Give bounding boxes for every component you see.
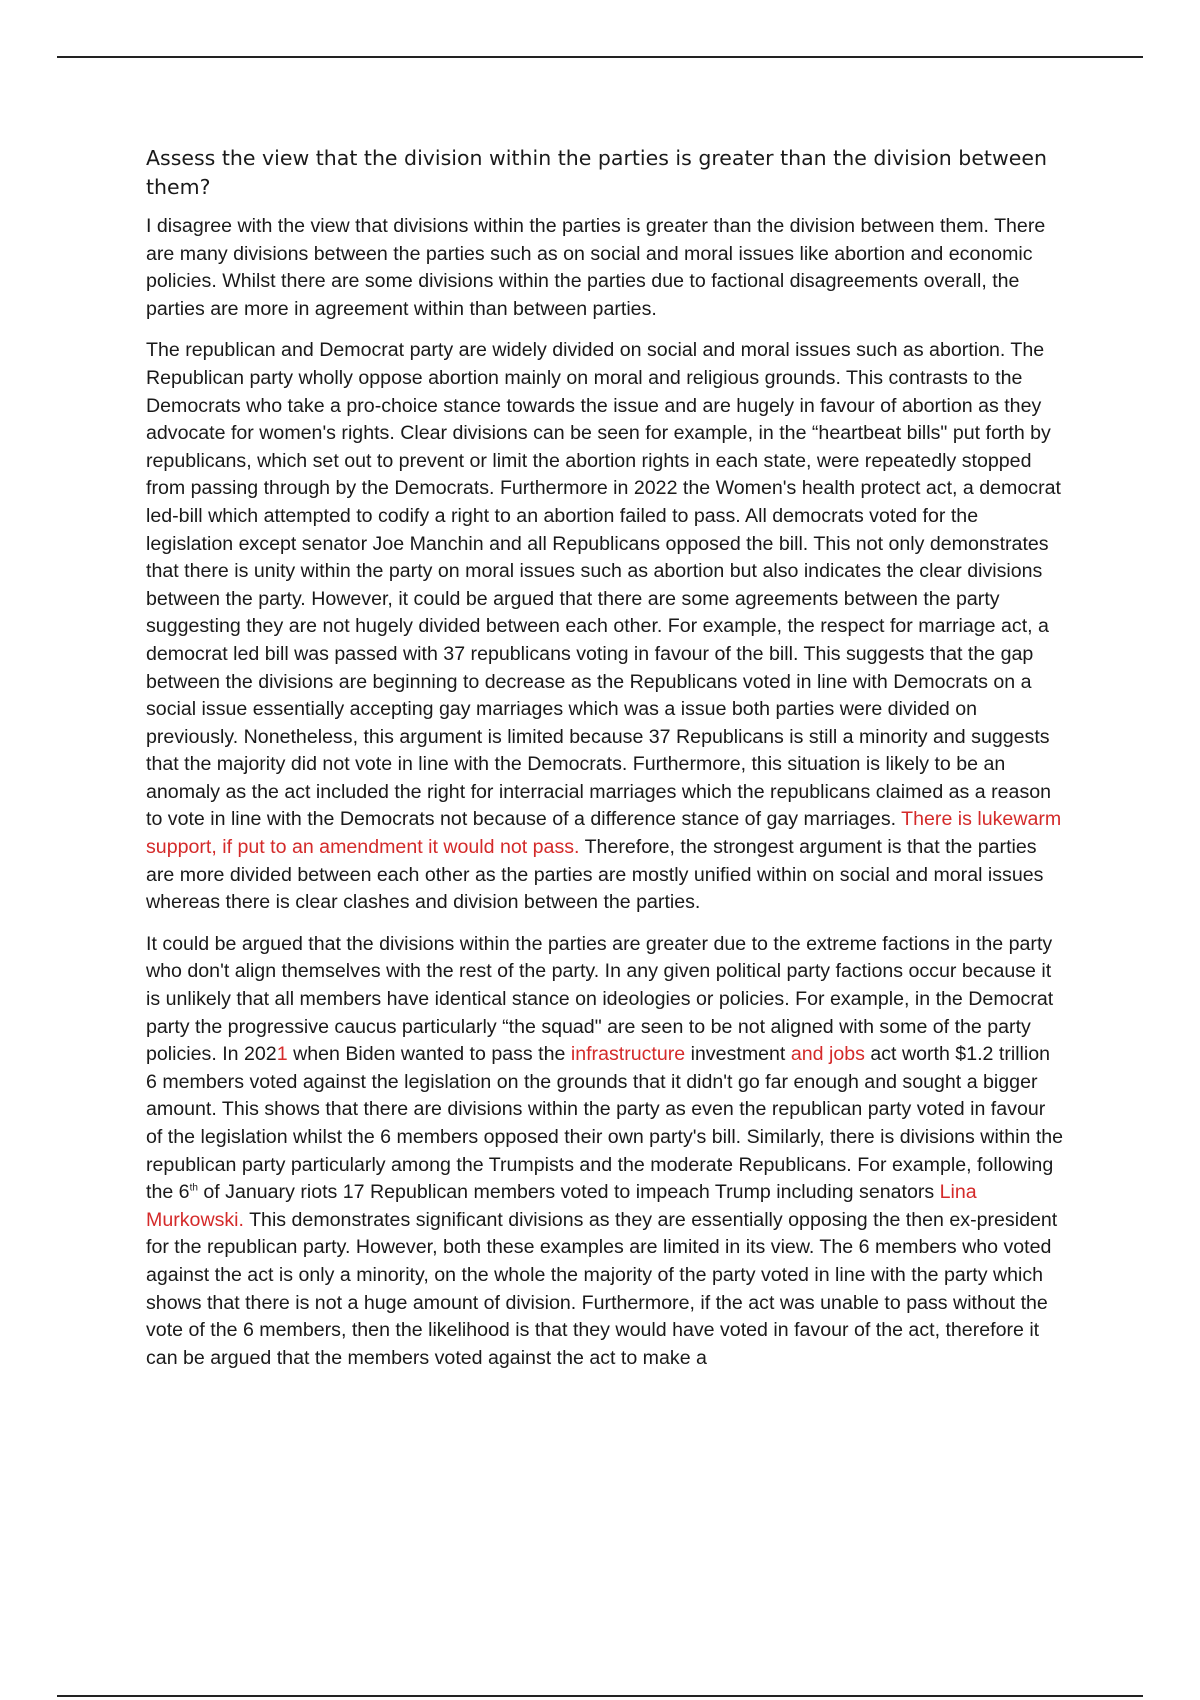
paragraph-text: act worth $1.2 trillion 6 members voted against the legislation on the grounds that it didn't go far enough and sought a bigger amount. This shows that there are divisions within the party as even the republican party voted in favour of the legislation whilst the 6 members opposed their own party's bill. Similarly, there is divisions within the republican party particularly among the Trumpists and the moderate Republicans. For example, following the 6 [146,1043,1064,1204]
paragraph-text: Therefore, the strongest argument is that the parties are more divided between each other as the parties are mostly unified within on social and moral issues whereas there is clear clashes and division between the parties. [146,836,1044,914]
paragraph-text: It could be argued that the divisions within the parties are greater due to the extreme factions in the party who don't align themselves with the rest of the party. In any given political party factions occur because it is unlikely that all members have identical stance on ideologies or policies. For example, in the Democrat party the progressive caucus particularly “the squad" are seen to be not aligned with some of the party policies. In 202 [146,932,1054,1066]
annotation-red-text: There is lukewarm support, if put to an amendment it would not pass. [146,808,1062,859]
essay-title: Assess the view that the division within the parties is greater than the division between them? [146,146,1047,199]
annotation-red-infrastructure: infrastructure [570,1043,686,1066]
document-body [146,144,1066,1386]
paragraph-text: investment [685,1043,791,1066]
annotation-red-name: Lina Murkowski. [146,1181,977,1231]
paragraph-text: of January riots 17 Republican members voted to impeach Trump including senators [197,1181,940,1204]
page-bottom-rule [57,1695,1143,1697]
paragraph-factions [146,931,1066,1373]
page-top-rule [57,56,1143,58]
ordinal-superscript: th [189,1182,198,1194]
paragraph-text: The republican and Democrat party are widely divided on social and moral issues such as abortion. The Republican party wholly oppose abortion mainly on moral and religious grounds. This contrasts to the Democrats who take a pro-choice stance towards the issue and are hugely in favour of abortion as they advocate for women's rights. Clear divisions can be seen for example, in the “heartbeat bills" put forth by republicans, which set out to prevent or limit the abortion rights in each state, were repeatedly stopped from passing through by the Democrats. Furthermore in 2022 the Women's health protect act, a democrat led-bill which attempted to codify a right to an abortion failed to pass. All democrats voted for the legislation except senator Joe Manchin and all Republicans opposed the bill. This not only demonstrates that there is unity within the party on moral issues such as abortion but also indicates the clear divisions between the party. However, it could be argued that there are some agreements between the party suggesting they are not hugely divided between each other. For example, the respect for marriage act, a democrat led bill was passed with 37 republicans voting in favour of the bill. This suggests that the gap between the divisions are beginning to decrease as the Republicans voted in line with Democrats on a social issue essentially accepting gay marriages which was a issue both parties were divided on previously. Nonetheless, this argument is limited because 37 Republicans is still a minority and suggests that the majority did not vote in line with the Democrats. Furthermore, this situation is likely to be an anomaly as the act included the right for interracial marriages which the republicans claimed as a reason to vote in line with the Democrats not because of a difference stance of gay marriages. [146,339,1061,831]
paragraph-social-issues [146,337,1066,916]
annotation-red-digit: 1 [276,1043,288,1066]
paragraph-text: when Biden wanted to pass the [287,1043,571,1066]
paragraph-text: This demonstrates significant divisions as they are essentially opposing the then ex-president for the republican party. However, both these examples are limited in its view. The 6 members who voted against the act is only a minority, on the whole the majority of the party voted in line with the party which shows that there is not a huge amount of division. Furthermore, if the act was unable to pass without the vote of the 6 members, then the likelihood is that they would have voted in favour of the act, therefore it can be argued that the members voted against the act to make a [146,1208,1058,1369]
annotation-red-and-jobs: and jobs [790,1043,865,1066]
paragraph-intro: I disagree with the view that divisions within the parties is greater than the division between them. There are many divisions between the parties such as on social and moral issues like abortion and economic policies. Whilst there are some divisions within the parties due to factional disagreements overall, the parties are more in agreement within than between parties. [146,215,1046,320]
